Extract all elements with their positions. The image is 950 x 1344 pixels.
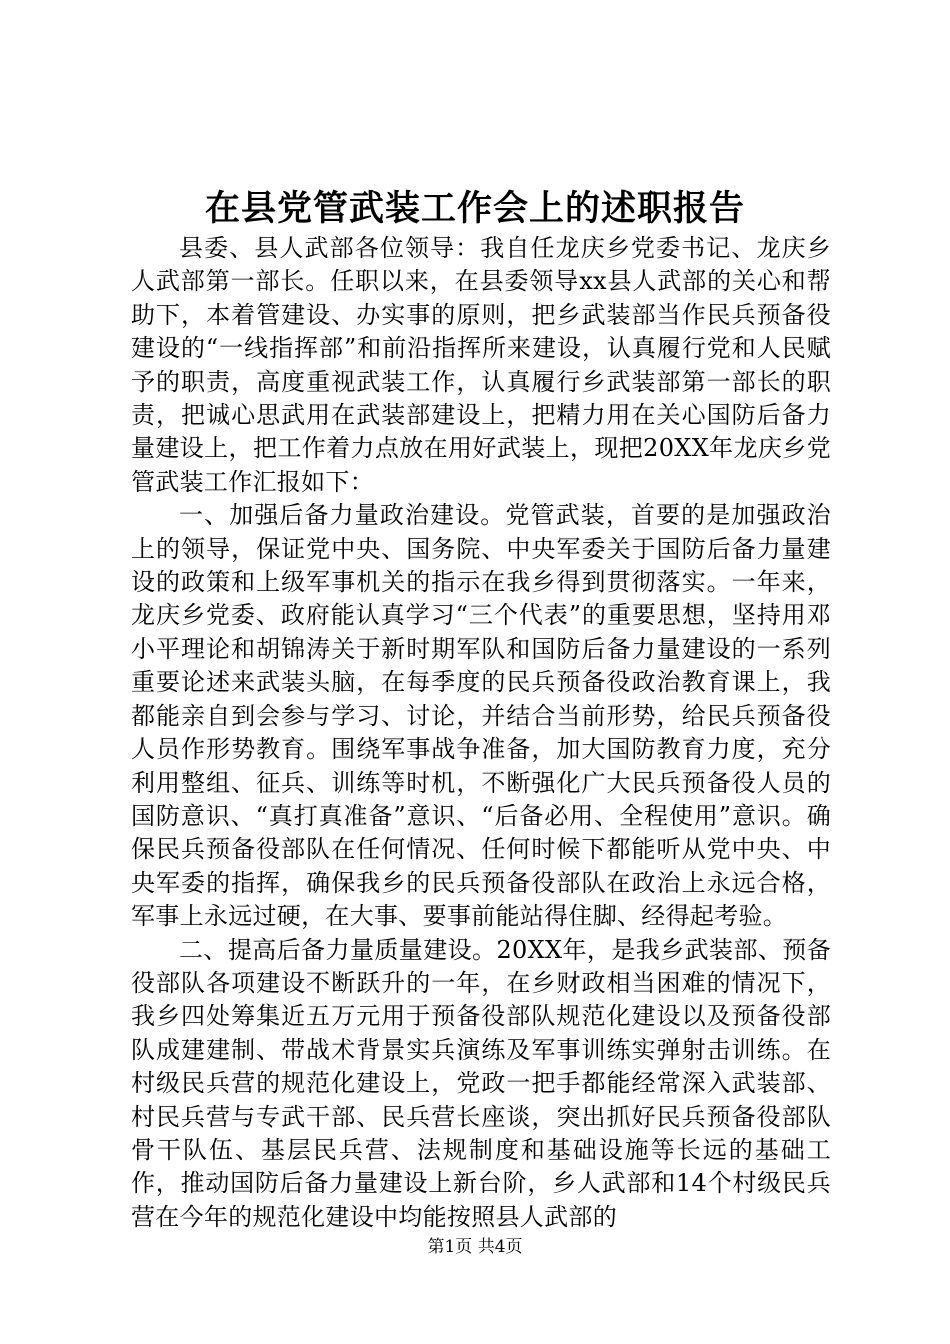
document-body (131, 232, 831, 1234)
paragraph-intro: 县委、县人武部各位领导：我自任龙庆乡党委书记、龙庆乡人武部第一部长。任职以来，在县委领导xx县人武部的关心和帮助下，本着管建设、办实事的原则，把乡武装部当作民兵预备役建设的“一线指挥部”和前沿指挥所来建设，认真履行党和人民赋予的职责，高度重视武装工作，认真履行乡武装部第一部长的职责，把诚心思武用在武装部建设上，把精力用在关心国防后备力量建设上，把工作着力点放在用好武装上，现把20XX年龙庆乡党管武装工作汇报如下： (131, 234, 831, 496)
paragraph-quality-building: 二、提高后备力量质量建设。20XX年，是我乡武装部、预备役部队各项建设不断跃升的一年，在乡财政相当困难的情况下，我乡四处筹集近五万元用于预备役部队规范化建设以及预备役部队成建建制、带战术背景实兵演练及军事训练实弹射击训练。在村级民兵营的规范化建设上，党政一把手都能经常深入武装部、村民兵营与专武干部、民兵营长座谈，突出抓好民兵预备役部队骨干队伍、基层民兵营、法规制度和基础设施等长远的基础工作，推动国防后备力量建设上新台阶，乡人武部和14个村级民兵营在今年的规范化建设中均能按照县人武部的 (131, 935, 831, 1231)
document-title: 在县党管武装工作会上的述职报告 (204, 188, 745, 229)
page-number-footer: 第1页 共4页 (427, 1237, 523, 1257)
paragraph-political-building: 一、加强后备力量政治建设。党管武装，首要的是加强政治上的领导，保证党中央、国务院、中央军委关于国防后备力量建设的政策和上级军事机关的指示在我乡得到贯彻落实。一年来，龙庆乡党委、政府能认真学习“三个代表”的重要思想，坚持用邓小平理论和胡锦涛关于新时期军队和国防后备力量建设的一系列重要论述来武装头脑，在每季度的民兵预备役政治教育课上，我都能亲自到会参与学习、讨论，并结合当前形势，给民兵预备役人员作形势教育。围绕军事战争准备，加大国防教育力度，充分利用整组、征兵、训练等时机，不断强化广大民兵预备役人员的国防意识、“真打真准备”意识、“后备必用、全程使用”意识。确保民兵预备役部队在任何情况、任何时候下都能听从党中央、中央军委的指挥，确保我乡的民兵预备役部队在政治上永远合格，军事上永远过硬，在大事、要事前能站得住脚、经得起考验。 (131, 501, 831, 931)
